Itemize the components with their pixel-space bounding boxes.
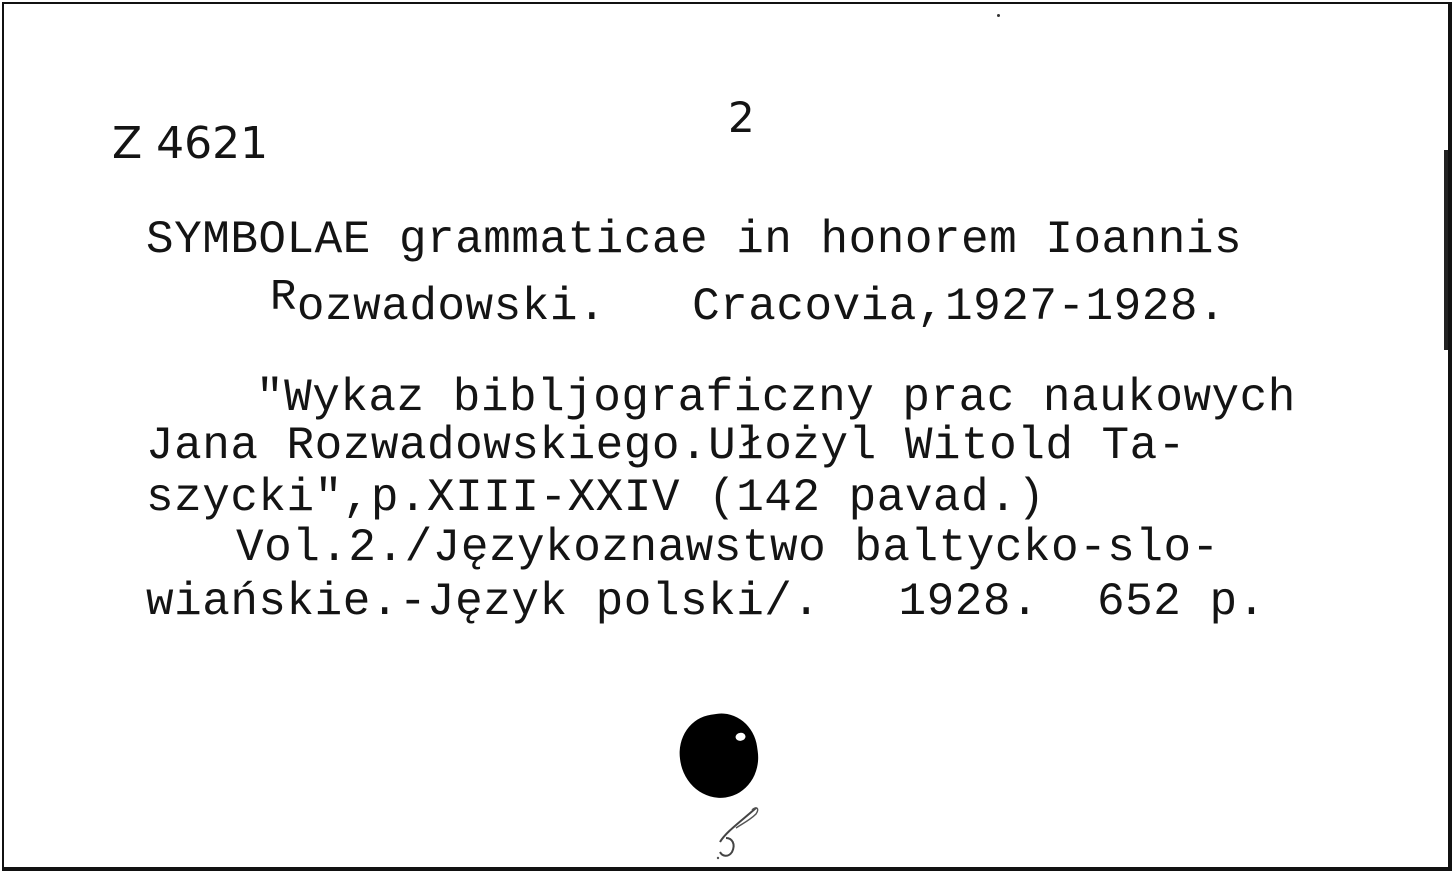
card-sequence-number: 2 [728,93,755,142]
author-initial: R [270,273,297,323]
card-edge-shadow [1444,150,1448,350]
note-line-1: "Wykaz bibljograficzny prac naukowych [256,372,1296,424]
title-line-2 [270,272,1226,333]
volume-line-2 [146,576,1266,628]
imprint: Cracovia,1927-1928. [692,281,1227,333]
volume-year: 1928. [898,576,1040,628]
volume-subtitle: wiańskie.-Język polski/. [146,576,821,628]
ink-speck [997,14,1000,17]
page-count: 652 p. [1097,576,1266,628]
title-line: SYMBOLAE grammaticae in honorem Ioannis [146,214,1243,266]
volume-line-1: Vol.2./Językoznawstwo baltycko-slo- [236,522,1220,574]
note-line-3: szycki",p.XIII-XXIV (142 pavad.) [146,472,1046,524]
author-name: ozwadowski. [296,281,607,333]
handwritten-mark-icon [712,802,762,864]
call-number: Z 4621 [112,118,269,169]
note-line-2: Jana Rozwadowskiego.Ułożyl Witold Ta- [146,420,1186,472]
